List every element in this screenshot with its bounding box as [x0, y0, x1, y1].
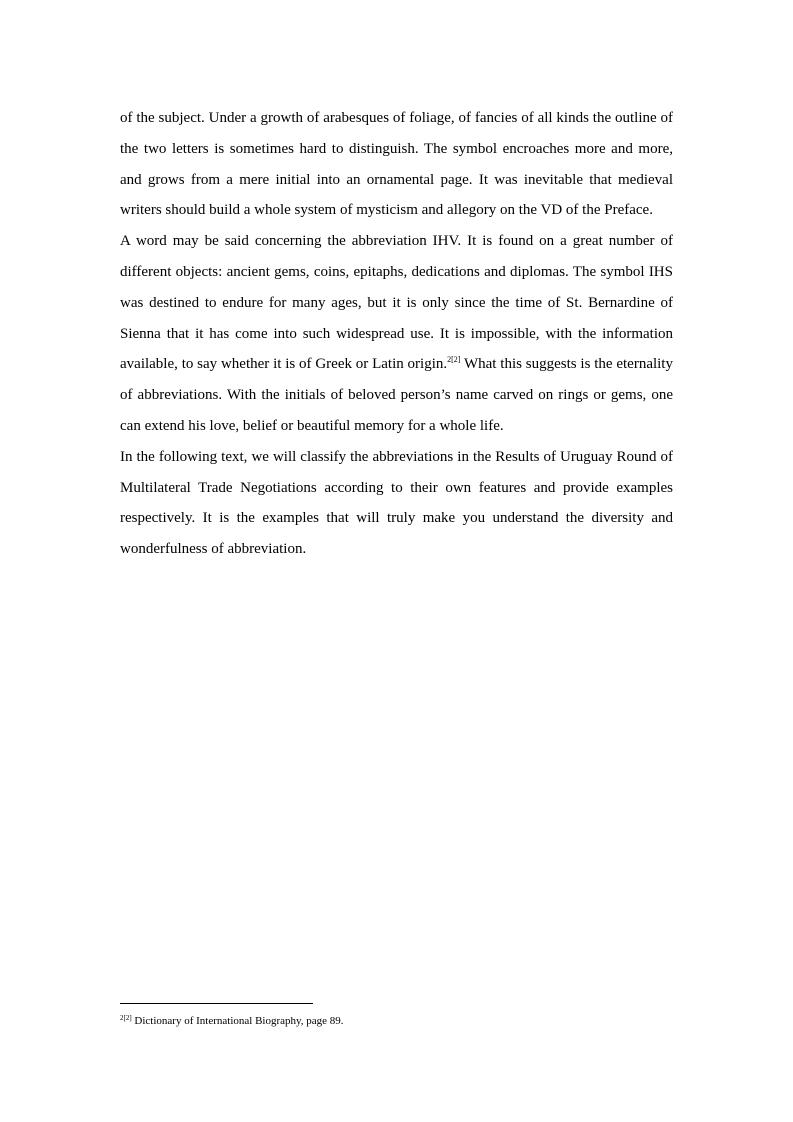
document-body	[120, 103, 673, 565]
paragraph-2	[120, 226, 673, 442]
footnote-separator	[120, 1003, 313, 1004]
footnote	[120, 1014, 673, 1029]
paragraph-1: of the subject. Under a growth of arabesques of foliage, of fancies of all kinds the outline of the two letters is sometimes hard to distinguish. The symbol encroaches more and more, and grows from a mere initial into an ornamental page. It was inevitable that medieval writers should build a whole system of mysticism and allegory on the VD of the Preface.	[120, 110, 673, 219]
paragraph-2-text-before: A word may be said concerning the abbreviation IHV. It is found on a great number of different objects: ancient gems, coins, epitaphs, dedications and diplomas. The symbol IHS was destined to endure for many ages, but it is only since the time of St. Bernardine of Sienna that it has come into such widespread use. It is impossible, with the information available, to say whether it is of Greek or Latin origin.	[120, 233, 673, 373]
footnote-text: Dictionary of International Biography, page 89.	[131, 1015, 344, 1027]
paragraph-2-text-after: What this suggests is the eternality of abbreviations. With the initials of beloved person’s name carved on rings or gems, one can extend his love, belief or beautiful memory for a whole life.	[120, 356, 673, 434]
footnote-reference[interactable]: 2[2]	[447, 355, 461, 365]
paragraph-3: In the following text, we will classify the abbreviations in the Results of Uruguay Round of Multilateral Trade Negotiations according to their own features and provide examples respectively. It is the examples that will truly make you understand the diversity and wonderfulness of abbreviation.	[120, 448, 673, 558]
footnote-marker: 2[2]	[120, 1014, 132, 1022]
